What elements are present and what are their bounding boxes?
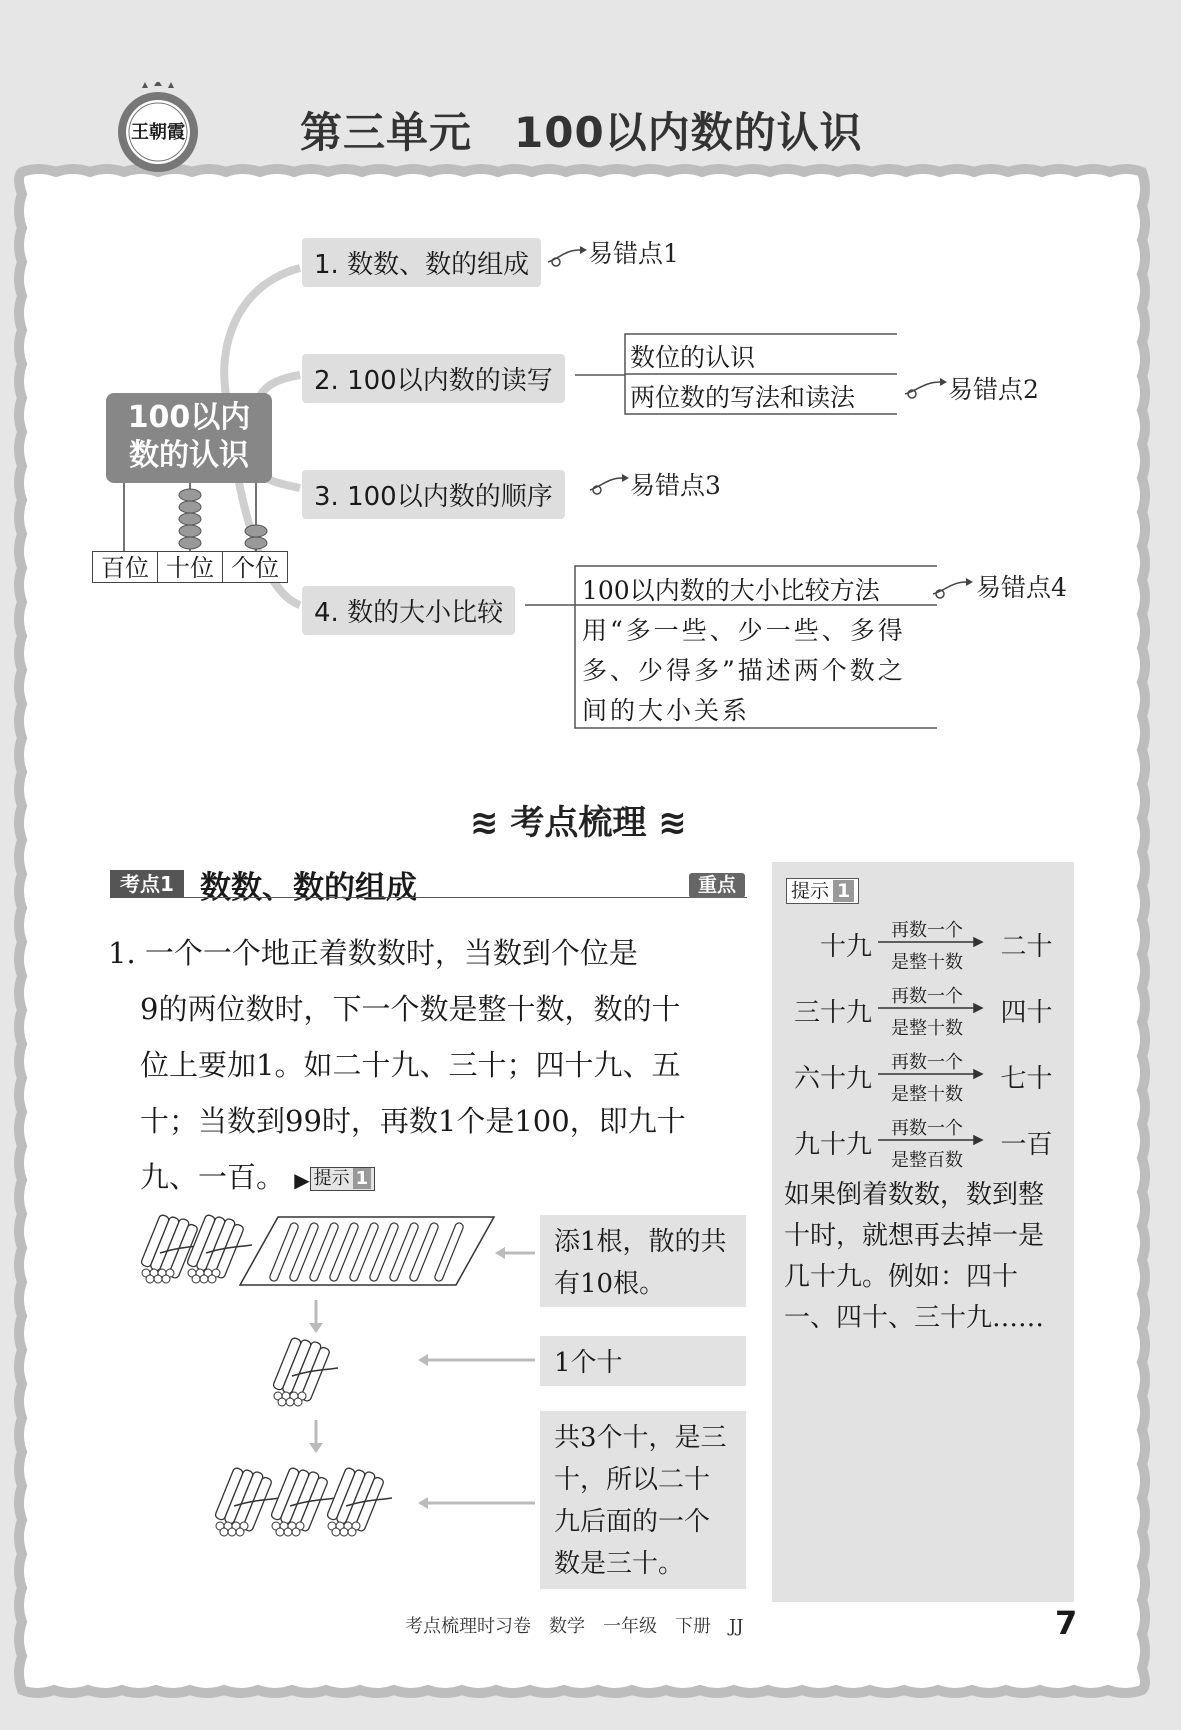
hint-text-line-4: 一、四十、三十九…… [784,1303,1045,1333]
branch-1-note: 易错点1 [588,239,679,268]
hint-row-2-bottom: 是整十数 [891,1018,963,1039]
branch-1: 1. 数数、数的组成 [302,238,541,287]
branch-3: 3. 100以内数的顺序 [302,470,565,519]
hint-row-4-top: 再数一个 [891,1118,963,1139]
hint-row-1-from: 十九 [819,932,872,962]
wave-right-icon: ≋ [658,803,687,843]
hint-text-line-3: 几十九。例如：四十 [784,1262,1019,1292]
hint-row-3-to: 七十 [1000,1064,1053,1094]
branch-4: 4. 数的大小比较 [302,586,515,635]
wave-left-icon: ≋ [470,803,499,843]
key-point-badge: 重点 [689,873,745,898]
hint-reference-num: 1 [353,1168,372,1189]
branch-2: 2. 100以内数的读写 [302,354,565,403]
logo-text: 王朝霞 [131,122,185,143]
place-ones: 个位 [222,551,288,583]
para-line-2: 9的两位数时，下一个数是整十数，数的十 [140,992,681,1026]
kaodian-tag: 考点1 [110,870,184,898]
note-1-line-1: 添1根，散的共 [554,1227,727,1257]
illustration-note-1 [540,1215,746,1307]
place-tens: 十位 [157,551,223,583]
hint-row-3-bottom: 是整十数 [891,1084,963,1105]
hint-arrows [876,930,986,1150]
hint-panel-tag-num: 1 [833,880,854,902]
hint-row-3-from: 六十九 [793,1064,872,1094]
branch-2-note: 易错点2 [948,375,1039,404]
hint-row-4-from: 九十九 [793,1130,872,1160]
illustration-note-2: 1个十 [540,1336,746,1386]
branch-4-sub-1: 100以内数的大小比较方法 [582,576,880,605]
hint-row-2-to: 四十 [1000,998,1053,1028]
page-number: 7 [1055,1604,1078,1642]
kaodian-underline [110,897,747,898]
note-3-line-3: 九后面的一个 [554,1507,711,1537]
unit-label: 第三单元 [300,108,473,157]
hint-row-4-to: 一百 [1000,1130,1053,1160]
section-title-text: 考点梳理 [510,803,647,843]
place-hundreds: 百位 [92,551,158,583]
center-line-1: 100以内 [127,400,251,435]
branch-2-sub-1: 数位的认识 [630,343,756,372]
kaodian-title: 数数、数的组成 [200,870,417,906]
hint-text-line-1: 如果倒着数数，数到整 [784,1180,1045,1210]
hint-row-1-bottom: 是整十数 [891,952,963,973]
hint-row-4-bottom: 是整百数 [891,1150,963,1171]
hint-row-1-to: 二十 [1000,932,1053,962]
hint-row-3-top: 再数一个 [891,1052,963,1073]
hint-reference-label: 提示 [313,1168,350,1189]
branch-3-note: 易错点3 [630,471,721,500]
note-1-line-2: 有10根。 [554,1269,666,1299]
illustration-note-3 [540,1411,746,1589]
mindmap-center [106,393,272,483]
note-3-line-4: 数是三十。 [554,1549,685,1579]
footer-text: 考点梳理时习卷 数学 一年级 下册 JJ [405,1616,744,1637]
hint-row-2-from: 三十九 [793,998,872,1028]
hint-row-1-top: 再数一个 [891,920,963,941]
para-line-5-text: 九、一百。 [140,1160,286,1194]
para-line-4: 十；当数到99时，再数1个是100，即九十 [140,1104,686,1138]
unit-title: 100以内数的认识 [514,108,863,157]
hint-text-line-2: 十时，就想再去掉一是 [784,1221,1045,1251]
kaodian-paragraph [108,925,756,1208]
para-line-1: 1. 一个一个地正着数数时，当数到个位是 [108,936,638,970]
sticks-illustration [130,1205,550,1595]
note-3-line-2: 十，所以二十 [554,1465,711,1495]
note-3-line-1: 共3个十，是三 [554,1423,727,1453]
hint-row-2-top: 再数一个 [891,986,963,1007]
para-line-3: 位上要加1。如二十九、三十；四十九、五 [140,1048,681,1082]
hint-panel-tag-label: 提示 [791,880,830,902]
branch-4-note: 易错点4 [976,573,1067,602]
hint-reference[interactable] [310,1167,376,1191]
para-line-5 [108,1149,756,1208]
branch-4-sub-3: 多、少得多”描述两个数之 [582,656,906,685]
center-line-2: 数的认识 [129,438,249,473]
branch-2-sub-2: 两位数的写法和读法 [630,383,856,412]
section-title [470,795,687,844]
play-arrow-icon: ▶ [294,1168,310,1192]
hint-panel-text [784,1175,1068,1339]
hint-panel-tag [786,878,859,904]
branch-4-sub-4: 间的大小关系 [582,696,751,725]
branch-4-sub-2: 用“多一些、少一些、多得 [582,616,906,645]
